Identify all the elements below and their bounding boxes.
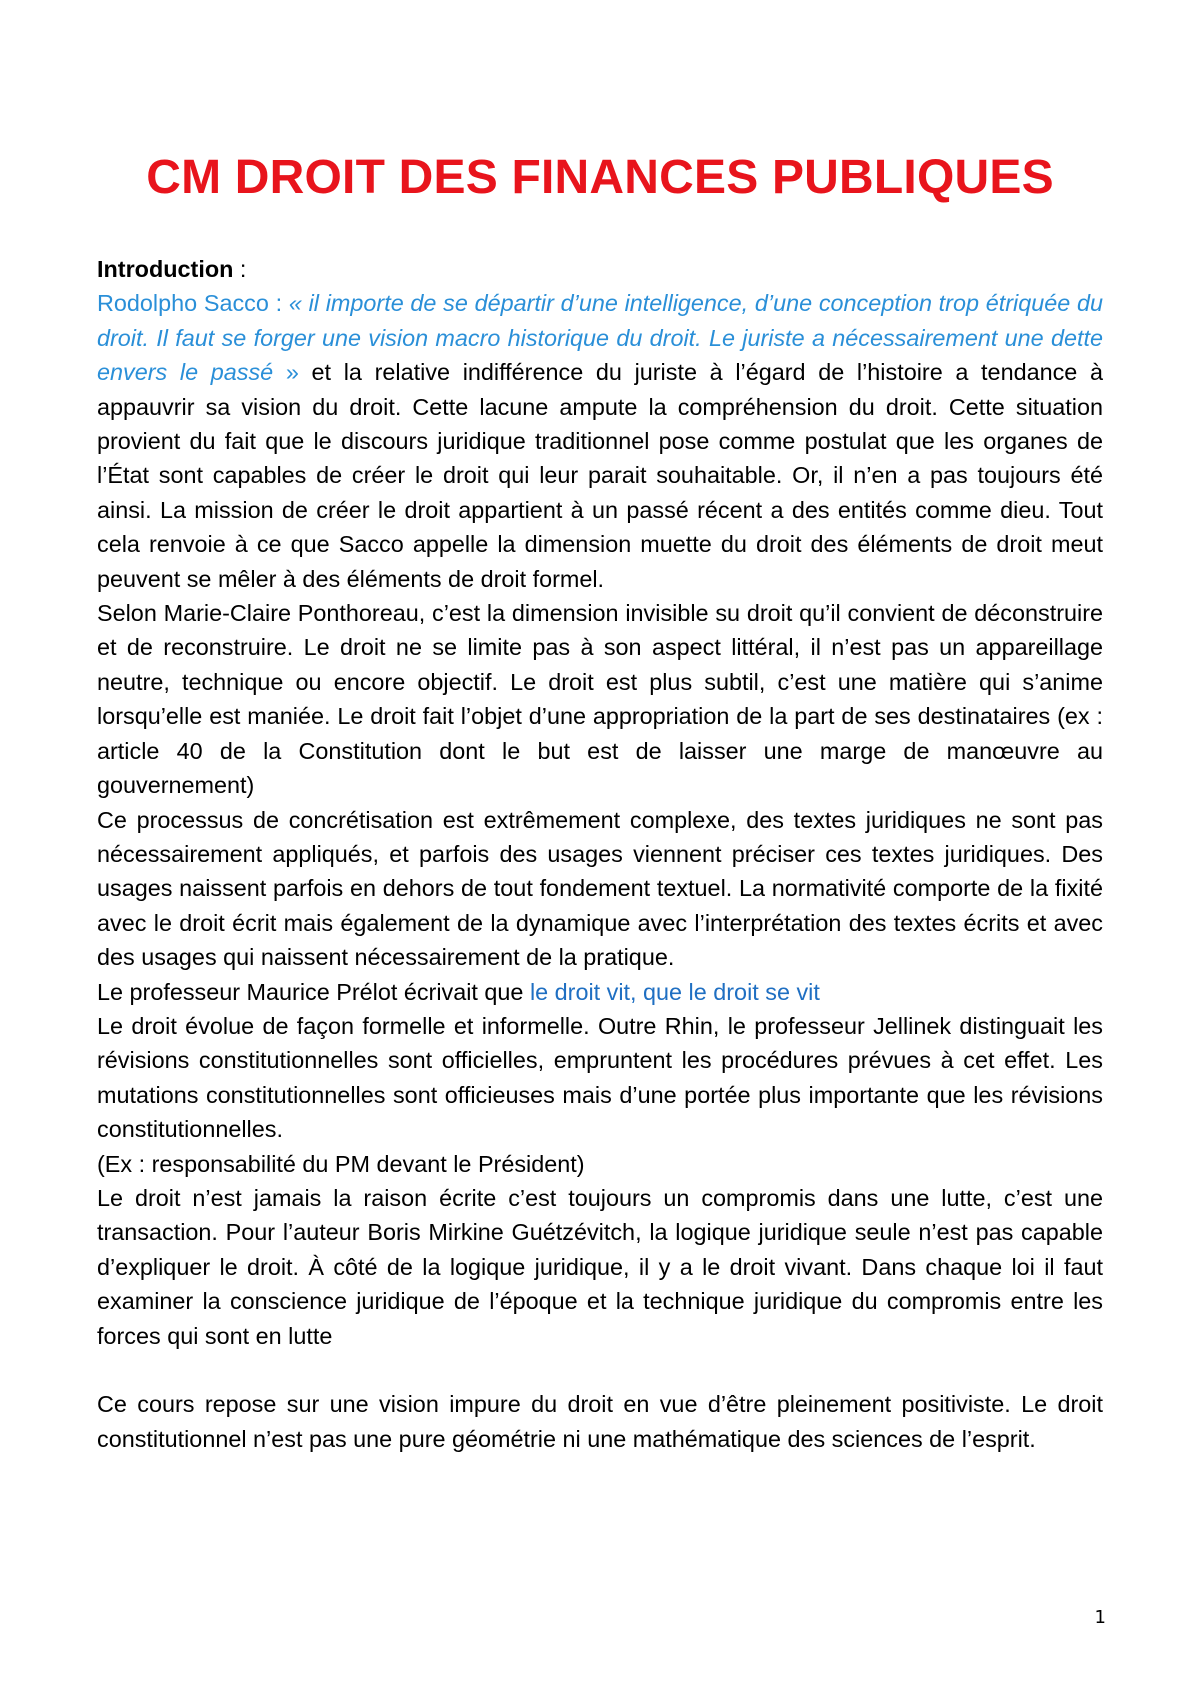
paragraph-sacco [97, 286, 1103, 596]
page-title: CM DROIT DES FINANCES PUBLIQUES [146, 151, 1054, 205]
page-number: 1 [1094, 1607, 1106, 1628]
paragraph-mirkine: Le droit n’est jamais la raison écrite c’est toujours un compromis dans une lutte, c’est une transaction. Pour l’auteur Boris Mirkine Guétzévitch, la logique juridique seule n’est pas capable d’expliquer le droit. À côté de la logique juridique, il y a le droit vivant. Dans chaque loi il faut examiner la conscience juridique de l’époque et la technique juridique du compromis entre les forces qui sont en lutte [97, 1184, 1103, 1349]
citation-author: Rodolpho Sacco : [97, 290, 289, 317]
citation-quote-close: » [273, 359, 299, 386]
paragraph-concretisation: Ce processus de concrétisation est extrêmement complexe, des textes juridiques ne sont pas nécessairement appliqués, et parfois des usages viennent préciser ces textes juridiques. Des usages naissent parfois en dehors de tout fondement textuel. La normativité comporte de la fixité avec le droit écrit mais également de la dynamique avec l’interprétation des textes écrits et avec des usages qui naissent nécessairement de la pratique. [97, 806, 1103, 971]
paragraph-prelot-lead: Le professeur Maurice Prélot écrivait que [97, 978, 530, 1005]
prelot-highlight: le droit vit, que le droit se vit [529, 978, 820, 1005]
intro-heading-suffix: : [233, 256, 247, 282]
intro-heading: Introduction [97, 256, 234, 282]
paragraph-cours: Ce cours repose sur une vision impure du droit en vue d’être pleinement positiviste. Le droit constitutionnel n’est pas une pure géométrie ni une mathématique des sciences de l’esprit. [97, 1391, 1103, 1452]
paragraph-ponthoreau: Selon Marie-Claire Ponthoreau, c’est la dimension invisible su droit qu’il convient de déconstruire et de reconstruire. Le droit ne se limite pas à son aspect littéral, il n’est pas un appareillage neutre, technique ou encore objectif. Le droit est plus subtil, c’est une matière qui s’anime lorsqu’elle est maniée. Le droit fait l’objet d’une appropriation de la part de ses destinataires (ex : article 40 de la Constitution dont le but est de laisser une marge de manœuvre au gouvernement) [97, 600, 1103, 799]
citation-quote: « il importe de se départir d’une intelligence, d’une conception trop étriquée du droit. Il faut se forger une vision macro historique du droit. Le juriste a nécessairement une dette envers le passé [97, 290, 1103, 386]
document-body [97, 252, 1103, 1456]
paragraph-example: (Ex : responsabilité du PM devant le Président) [97, 1150, 585, 1177]
paragraph-jellinek: Le droit évolue de façon formelle et informelle. Outre Rhin, le professeur Jellinek distinguait les révisions constitutionnelles sont officielles, empruntent les procédures prévues à cet effet. Les mutations constitutionnelles sont officieuses mais d’une portée plus importante que les révisions constitutionnelles. [97, 1012, 1103, 1143]
paragraph-prelot [97, 975, 1103, 1009]
intro-heading-line [97, 252, 1103, 286]
paragraph-spacer [97, 1353, 1103, 1387]
paragraph-sacco-text: et la relative indifférence du juriste à l’égard de l’histoire a tendance à appauvrir sa vision du droit. Cette lacune ampute la compréhension du droit. Cette situation provient du fait que le discours juridique traditionnel pose comme postulat que les organes de l’État sont capables de créer le droit qui leur parait souhaitable. Or, il n’en a pas toujours été ainsi. La mission de créer le droit appartient à un passé récent a des entités comme dieu. Tout cela renvoie à ce que Sacco appelle la dimension muette du droit des éléments de droit meut peuvent se mêler à des éléments de droit formel. [97, 359, 1103, 592]
